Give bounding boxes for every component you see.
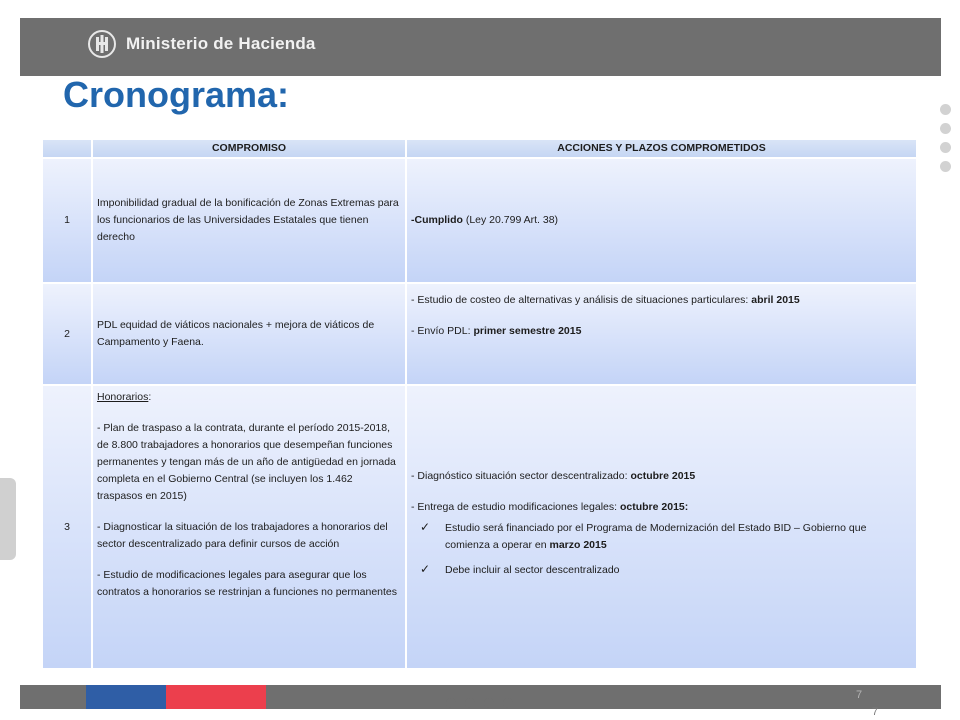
commitment-cell (92, 283, 406, 385)
page-title: Cronograma: (63, 74, 290, 115)
action-text: - Estudio de costeo de alternativas y análisis de situaciones particulares: abril 2015 (411, 294, 800, 306)
table-header-row (42, 139, 917, 158)
row-number: 2 (42, 283, 92, 385)
flag-stripe-blue (86, 685, 166, 709)
action-text: - Entrega de estudio modificaciones legales: octubre 2015: (411, 500, 689, 513)
commitment-text: - Plan de traspaso a la contrata, durante el período 2015-2018, de 8.800 trabajadores a honorarios que desempeñan funciones permanentes y tengan más de un año de antigüedad en jornada completa en el Gobierno Central (se incluyen los 1.462 traspasos en 2015) (97, 422, 396, 502)
commitment-heading: Honorarios: (97, 391, 152, 403)
checkmark-icon: ✓ (420, 519, 431, 534)
row-number: 1 (42, 158, 92, 283)
actions-cell (406, 283, 917, 385)
commitment-text: PDL equidad de viáticos nacionales + mejora de viáticos de Campamento y Faena. (97, 319, 375, 348)
action-text: - Envío PDL: primer semestre 2015 (411, 325, 582, 337)
table-row (42, 385, 917, 669)
commitment-text: Imponibilidad gradual de la bonificación de Zonas Extremas para los funcionarios de las Universidades Estatales que tienen derecho (97, 197, 399, 243)
left-decorative-tab (0, 478, 16, 560)
action-text: - Diagnóstico situación sector descentralizado: octubre 2015 (411, 469, 696, 482)
actions-cell (406, 158, 917, 283)
row-number: 3 (42, 385, 92, 669)
page-number-echo: 7 (872, 706, 879, 718)
action-text: -Cumplido (Ley 20.799 Art. 38) (411, 214, 559, 226)
ministry-name: Ministerio de Hacienda (126, 34, 316, 53)
checkmark-icon: ✓ (420, 561, 431, 576)
footer-dots (446, 698, 513, 708)
header-num (42, 139, 92, 158)
commitment-text: - Diagnosticar la situación de los trabajadores a honorarios del sector descentralizado para definir cursos de acción (97, 521, 388, 550)
sub-action-list (411, 520, 912, 579)
page-number: 7 (856, 689, 863, 701)
schedule-table (41, 138, 918, 670)
table-row (42, 283, 917, 385)
header-commitment: COMPROMISO (92, 139, 406, 158)
actions-cell (406, 385, 917, 669)
list-item: ✓ Estudio será financiado por el Programa de Modernización del Estado BID – Gobierno que comienza a operar en marzo 2015 (420, 519, 867, 551)
decorative-dots (940, 104, 954, 180)
table-row (42, 158, 917, 283)
flag-stripe-red (166, 685, 266, 709)
list-item: ✓ Debe incluir al sector descentralizado (420, 561, 620, 576)
ministry-emblem-icon (88, 30, 116, 58)
commitment-cell (92, 158, 406, 283)
ministry-logo (88, 30, 316, 58)
commitment-cell (92, 385, 406, 669)
header-actions: ACCIONES Y PLAZOS COMPROMETIDOS (406, 139, 917, 158)
commitment-text: - Estudio de modificaciones legales para asegurar que los contratos a honorarios se restrinjan a funciones no permanentes (97, 569, 398, 598)
